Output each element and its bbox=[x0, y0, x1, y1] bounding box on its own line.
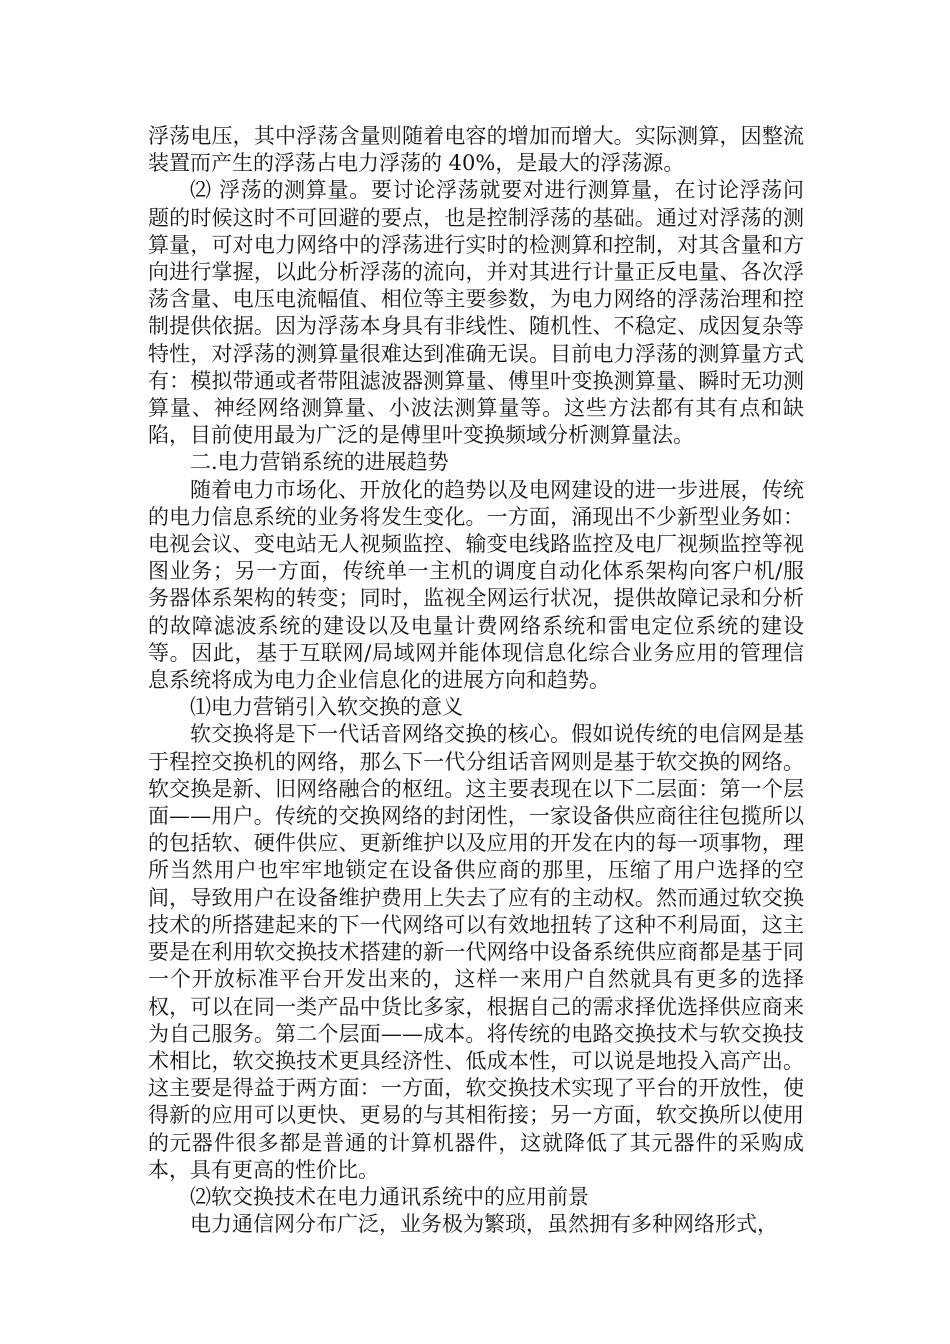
paragraph-continuation: 浮荡电压，其中浮荡含量则随着电容的增加而增大。实际测算，因整流装置而产生的浮荡占电力浮荡的 40%，是最大的浮荡源。 bbox=[148, 124, 804, 176]
subheading-softswitch-prospects: ⑵软交换技术在电力通讯系统中的应用前景 bbox=[190, 1184, 589, 1209]
paragraph-power-network: 电力通信网分布广泛，业务极为繁琐，虽然拥有多种网络形式， bbox=[190, 1212, 778, 1237]
paragraph-trend: 随着电力市场化、开放化的趋势以及电网建设的进一步进展，传统的电力信息系统的业务将发生变化。一方面，涌现出不少新型业务如：电视会议、变电站无人视频监控、输变电线路监控及电厂视频监控等视图业务；另一方面，传统单一主机的调度自动化体系架构向客户机/服务器体系架构的转变；同时，监视全网运行状况，提供故障记录和分析的故障滤波系统的建设以及电量计费网络系统和雷电定位系统的建设等。因此，基于互联网/局域网并能体现信息化综合业务应用的管理信息系统将成为电力企业信息化的进展方向和趋势。 bbox=[148, 477, 804, 693]
document-body bbox=[148, 123, 804, 1238]
paragraph-harmonic-measurement: ⑵ 浮荡的测算量。要讨论浮荡就要对进行测算量，在讨论浮荡问题的时候这时不可回避的要点，也是控制浮荡的基础。通过对浮荡的测算量，可对电力网络中的浮荡进行实时的检测算和控制，对其含量和方向进行掌握，以此分析浮荡的流向，并对其进行计量正反电量、各次浮荡含量、电压电流幅值、相位等主要参数，为电力网络的浮荡治理和控制提供依据。因为浮荡本身具有非线性、随机性、不稳定、成因复杂等特性，对浮荡的测算量很难达到准确无误。目前电力浮荡的测算量方式有：模拟带通或者带阻滤波器测算量、傅里叶变换测算量、瞬时无功测算量、神经网络测算量、小波法测算量等。这些方法都有其有点和缺陷，目前使用最为广泛的是傅里叶变换频域分析测算量法。 bbox=[148, 178, 804, 448]
subheading-softswitch-significance: ⑴电力营销引入软交换的意义 bbox=[190, 695, 463, 720]
paragraph-softswitch: 软交换将是下一代话音网络交换的核心。假如说传统的电信网是基于程控交换机的网络，那么下一代分组话音网则是基于软交换的网络。软交换是新、旧网络融合的枢纽。这主要表现在以下二层面：第一个层面——用户。传统的交换网络的封闭性，一家设备供应商往往包揽所以的包括软、硬件供应、更新维护以及应用的开发在内的每一项事物，理所当然用户也牢牢地锁定在设备供应商的那里，压缩了用户选择的空间，导致用户在设备维护费用上失去了应有的主动权。然而通过软交换技术的所搭建起来的下一代网络可以有效地扭转了这种不利局面，这主要是在利用软交换技术搭建的新一代网络中设备系统供应商都是基于同一个开放标准平台开发出来的，这样一来用户自然就具有更多的选择权，可以在同一类产品中货比多家，根据自己的需求择优选择供应商来为自己服务。第二个层面——成本。将传统的电路交换技术与软交换技术相比，软交换技术更具经济性、低成本性，可以说是地投入高产出。这主要是得益于两方面：一方面，软交换技术实现了平台的开放性，使得新的应用可以更快、更易的与其相衔接；另一方面，软交换所以使用的元器件很多都是普通的计算机器件，这就降低了其元器件的采购成本，具有更高的性价比。 bbox=[148, 722, 804, 1182]
section-heading-trend: 二.电力营销系统的进展趋势 bbox=[190, 450, 449, 475]
